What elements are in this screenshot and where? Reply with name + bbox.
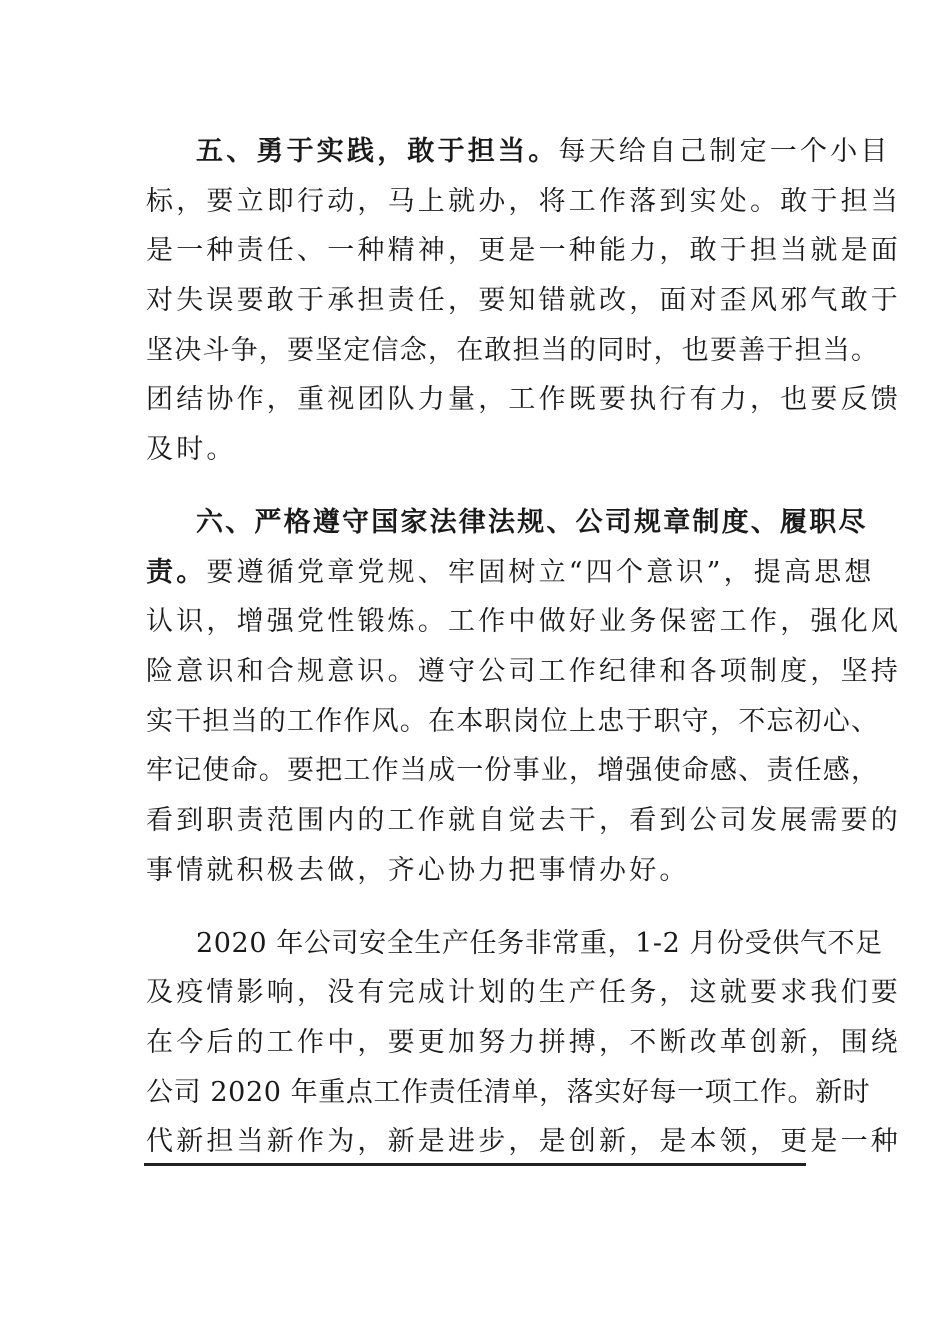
section6-line-6: 看到职责范围内的工作就自觉去干，看到公司发展需要的	[146, 805, 901, 836]
section5-line-4: 对失误要敢于承担责任，要知错就改，面对歪风邪气敢于	[146, 285, 901, 316]
section6-line-2: 认识，增强党性锻炼。工作中做好业务保密工作，强化风	[146, 606, 901, 637]
section5-line-2: 标，要立即行动，马上就办，将工作落到实处。敢于担当	[146, 186, 901, 217]
section6-line-3: 险意识和合规意识。遵守公司工作纪律和各项制度，坚持	[146, 656, 901, 687]
closing-line-3: 在今后的工作中，要更加努力拼搏，不断改革创新，围绕	[146, 1027, 901, 1058]
section6-heading-end: 责。	[146, 557, 207, 588]
footer-rule	[144, 1163, 806, 1166]
section5-line-5: 坚决斗争，要坚定信念，在敢担当的同时，也要善于担当。	[146, 335, 880, 366]
closing-line-1: 2020 年公司安全生产任务非常重，1-2 月份受供气不足	[196, 928, 883, 959]
closing-line-5: 代新担当新作为，新是进步，是创新，是本领，更是一种	[146, 1126, 901, 1157]
section6-heading-line-1: 六、严格遵守国家法律法规、公司规章制度、履职尽	[196, 507, 868, 538]
section5-line-1	[196, 132, 891, 172]
section5-line-3: 是一种责任、一种精神，更是一种能力，敢于担当就是面	[146, 235, 901, 266]
closing-line-2: 及疫情影响，没有完成计划的生产任务，这就要求我们要	[146, 977, 901, 1008]
closing-line-4: 公司 2020 年重点工作责任清单，落实好每一项工作。新时	[146, 1077, 871, 1108]
section6-text: 要遵循党章党规、牢固树立“四个意识”，提高思想	[206, 557, 875, 588]
section6-line-7: 事情就积极去做，齐心协力把事情办好。	[146, 855, 690, 886]
section6-line-1	[146, 553, 875, 593]
section6-line-5: 牢记使命。要把工作当成一份事业，增强使命感、责任感，	[146, 755, 880, 786]
section5-line-7: 及时。	[146, 434, 237, 465]
section5-text: 每天给自己制定一个小目	[558, 136, 891, 167]
section5-line-6: 团结协作，重视团队力量，工作既要执行有力，也要反馈	[146, 384, 901, 415]
section5-heading: 五、勇于实践，敢于担当。	[196, 136, 559, 167]
section6-line-4: 实干担当的工作作风。在本职岗位上忠于职守，不忘初心、	[146, 706, 880, 737]
